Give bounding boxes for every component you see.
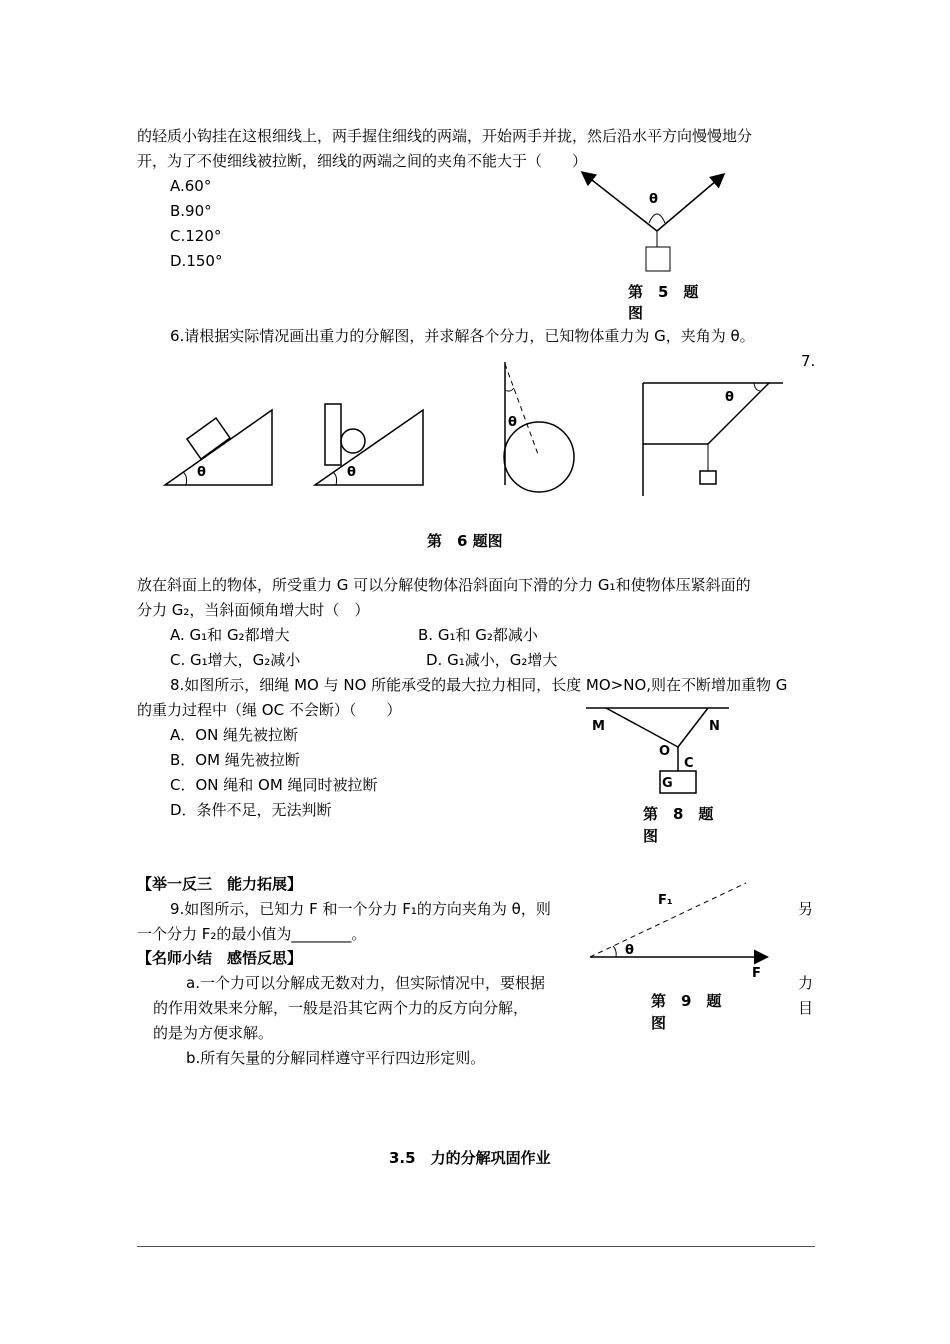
q6-text: 6.请根据实际情况画出重力的分解图，并求解各个分力，已知物体重力为 G，夹角为 θ。 <box>170 327 755 345</box>
q8-line1: 8.如图所示，细绳 MO 与 NO 所能承受的最大拉力相同，长度 MO>NO,则在不断增加重物 G <box>170 676 788 694</box>
q9-label-theta: θ <box>625 943 634 958</box>
q8-option-d: D．条件不足，无法判断 <box>170 801 332 819</box>
summary-b-line: b.所有矢量的分解同样遵守平行四边形定则。 <box>186 1049 486 1067</box>
summary-a-line1-tail: 力 <box>798 974 814 992</box>
q8-label-m: M <box>592 719 605 734</box>
q8-label-g: G <box>662 776 673 791</box>
summary-a-line2: 的作用效果来分解，一般是沿其它两个力的反方向分解， <box>153 999 529 1017</box>
q8-caption-1: 第 8 题 <box>643 805 714 823</box>
incline-2-theta: θ <box>347 465 356 480</box>
summary-a-line3: 的是为方便求解。 <box>153 1024 274 1042</box>
q8-label-n: N <box>709 719 720 734</box>
section-extension-heading: 【举一反三 能力拓展】 <box>137 875 303 893</box>
q8-line2: 的重力过程中（绳 OC 不会断）（ ） <box>137 701 402 719</box>
summary-a-line1: a.一个力可以分解成无数对力，但实际情况中，要根据 <box>186 974 545 992</box>
footer-divider <box>137 1246 815 1247</box>
incline-1-theta: θ <box>197 465 206 480</box>
wall-3-theta: θ <box>508 415 517 430</box>
q5-option-b: B.90° <box>170 202 212 220</box>
q9-label-f: F <box>752 966 761 981</box>
q9-line1-tail: 另 <box>798 900 814 918</box>
bracket-4-theta: θ <box>725 390 734 405</box>
q7-line2: 分力 G₂，当斜面倾角增大时（ ） <box>137 601 370 619</box>
q8-label-c: C <box>684 756 694 771</box>
q5-caption-2: 图 <box>628 304 644 322</box>
q5-option-d: D.150° <box>170 252 223 270</box>
q7-option-c: C. G₁增大，G₂减小 <box>170 651 301 669</box>
q7-number: 7. <box>801 352 816 370</box>
q9-angle-arc <box>613 946 616 957</box>
q5-option-a: A.60° <box>170 177 212 195</box>
q9-label-f1: F₁ <box>658 893 673 908</box>
q5-option-c: C.120° <box>170 227 222 245</box>
q7-option-d: D. G₁减小，G₂增大 <box>426 651 558 669</box>
q9-caption-1: 第 9 题 <box>651 992 722 1010</box>
footer-title: 3.5 力的分解巩固作业 <box>389 1149 551 1167</box>
q5-theta-label: θ <box>649 192 658 207</box>
q7-option-a: A. G₁和 G₂都增大 <box>170 626 290 644</box>
q5-caption-1: 第 5 题 <box>628 283 699 301</box>
q8-label-o: O <box>659 744 671 759</box>
q5-line1: 的轻质小钩挂在这根细线上，两手握住细线的两端，开始两手并拢，然后沿水平方向慢慢地分 <box>137 127 753 145</box>
section-summary-heading: 【名师小结 感悟反思】 <box>137 949 303 967</box>
q9-caption-2: 图 <box>651 1014 667 1032</box>
q8-option-b: B．OM 绳先被拉断 <box>170 751 300 769</box>
q6-caption: 第 6 题图 <box>427 532 503 550</box>
q8-caption-2: 图 <box>643 827 659 845</box>
q8-option-a: A．ON 绳先被拉断 <box>170 726 299 744</box>
q9-line1: 9.如图所示，已知力 F 和一个分力 F₁的方向夹角为 θ，则 <box>170 900 551 918</box>
q8-option-c: C．ON 绳和 OM 绳同时被拉断 <box>170 776 378 794</box>
q9-line2: 一个分力 F₂的最小值为________。 <box>137 925 367 943</box>
q7-line1: 放在斜面上的物体，所受重力 G 可以分解使物体沿斜面向下滑的分力 G₁和使物体压紧斜面的 <box>137 576 751 594</box>
summary-a-line2-tail: 目 <box>798 999 814 1017</box>
q7-option-b: B. G₁和 G₂都减小 <box>418 626 538 644</box>
q5-line2: 开，为了不使细线被拉断，细线的两端之间的夹角不能大于（ ） <box>137 152 588 170</box>
